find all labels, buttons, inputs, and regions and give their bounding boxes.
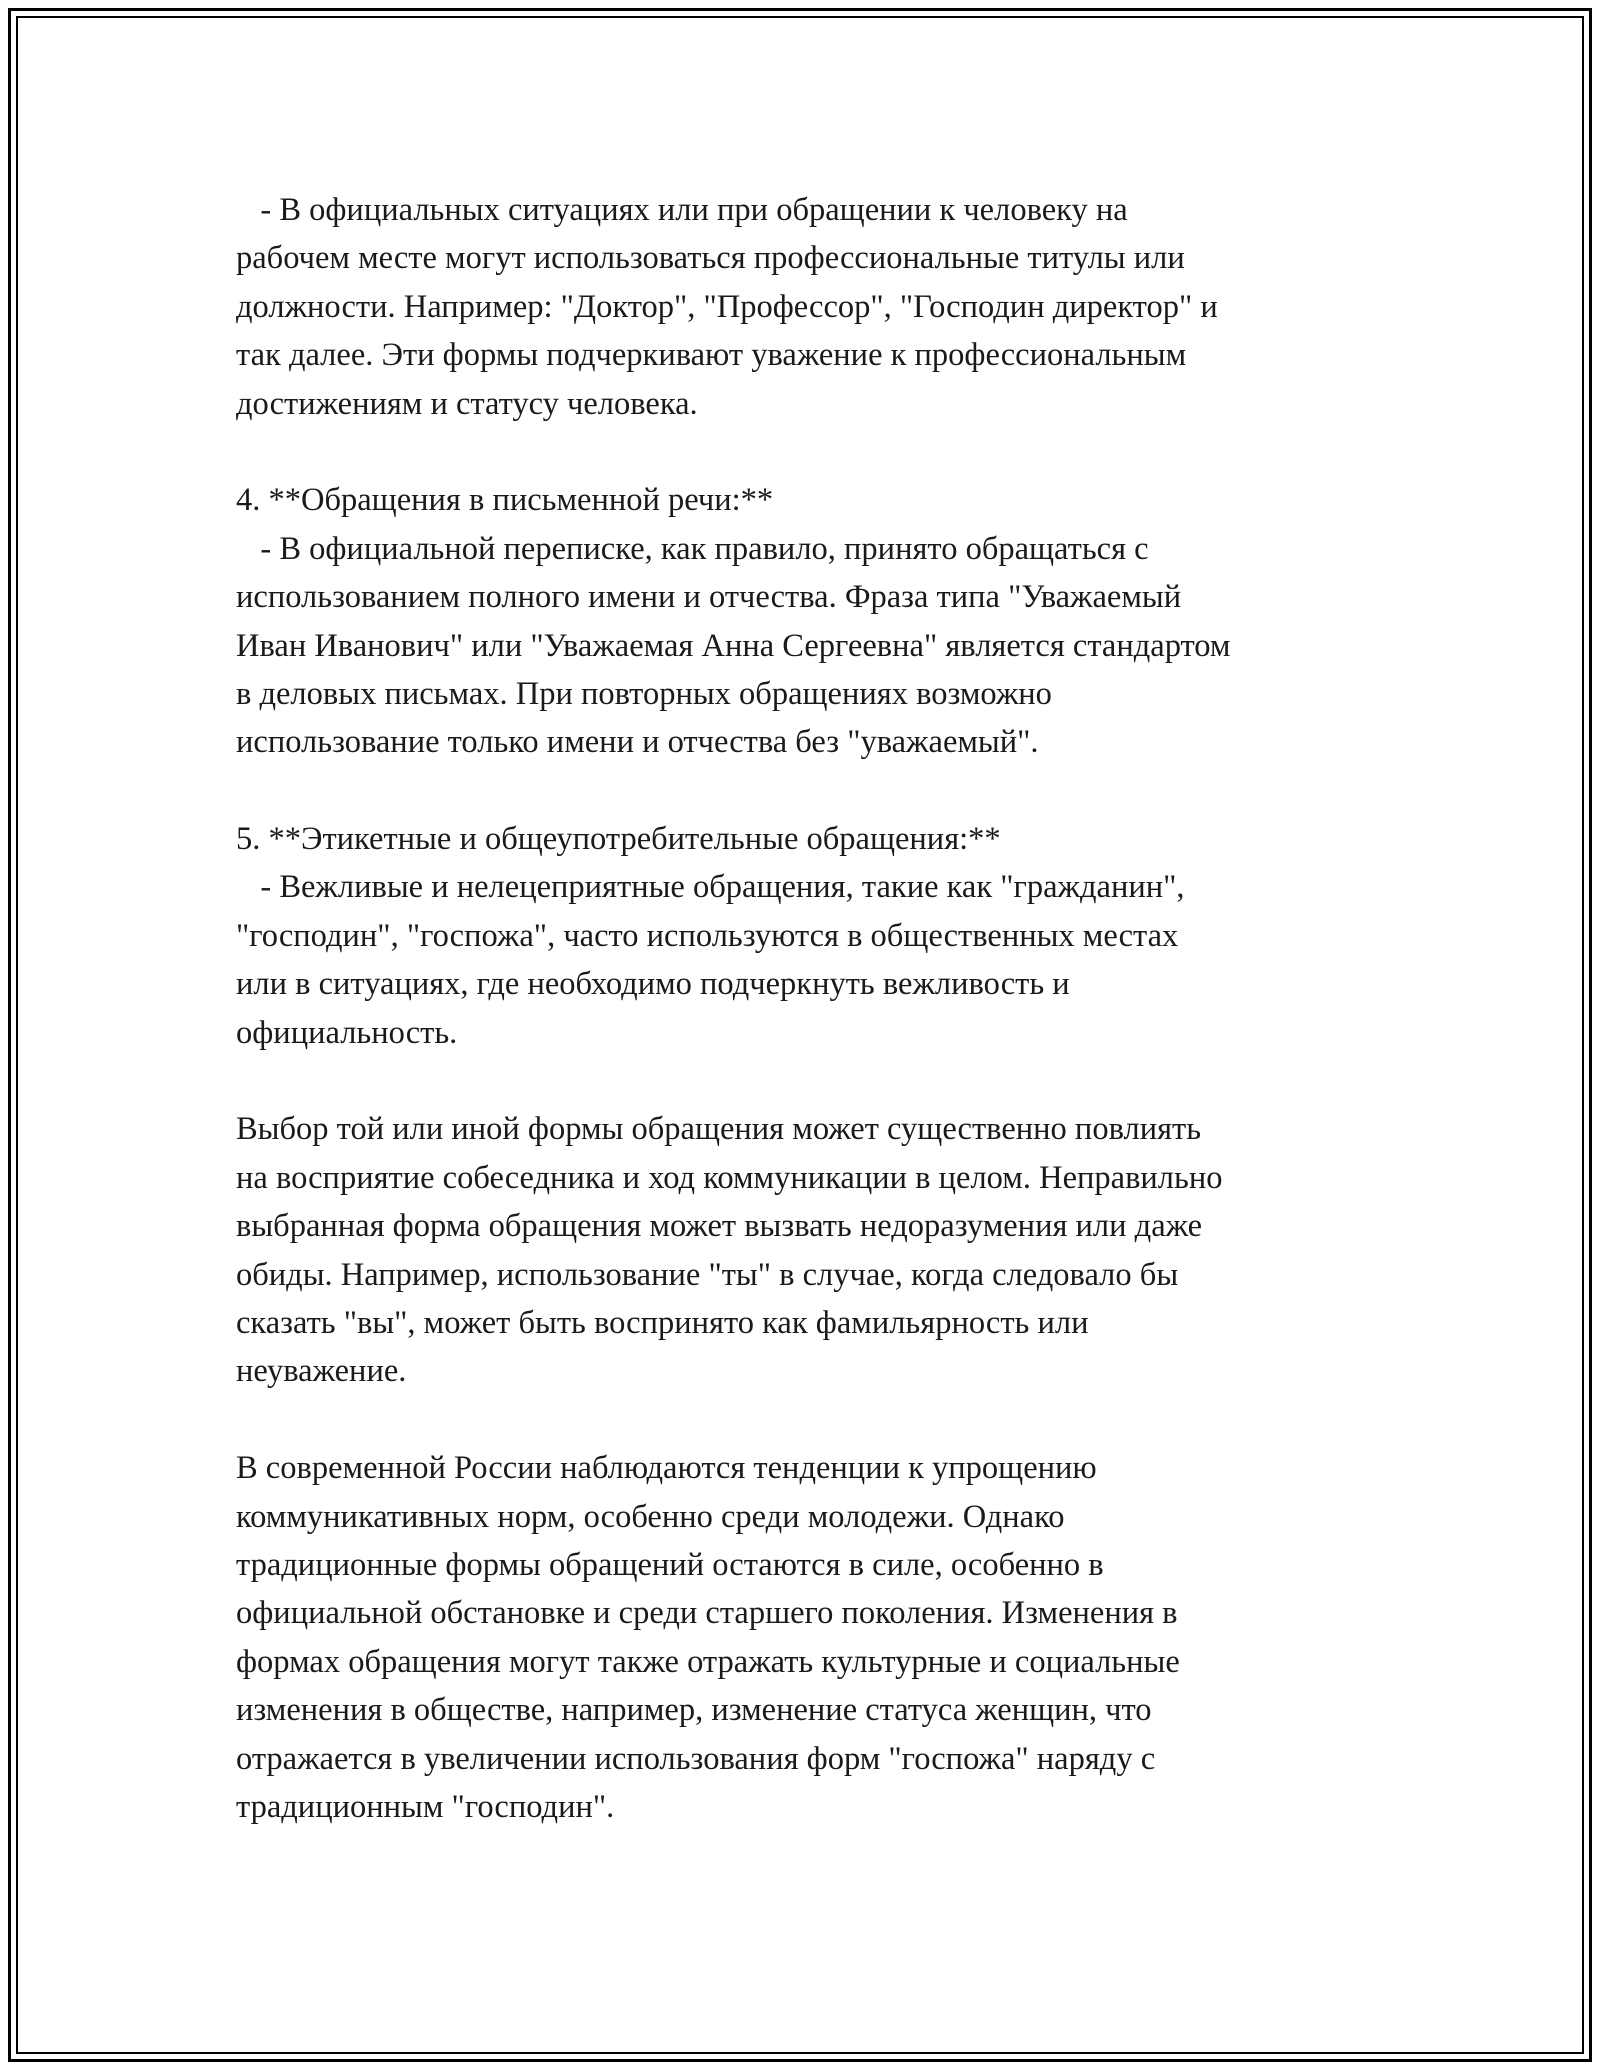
text-line: в деловых письмах. При повторных обращениях возможно: [236, 675, 1052, 712]
document-body: [236, 186, 1376, 1831]
paragraph-gap: [236, 1057, 1376, 1105]
paragraph-gap: [236, 767, 1376, 815]
text-line: сказать "вы", может быть воспринято как фамильярность или: [236, 1304, 1089, 1341]
text-line: или в ситуациях, где необходимо подчеркнуть вежливость и: [236, 966, 1070, 1003]
text-line: обиды. Например, использование "ты" в случае, когда следовало бы: [236, 1256, 1179, 1293]
text-line: - Вежливые и нелецеприятные обращения, такие как "гражданин",: [236, 869, 1185, 906]
text-line: достижениям и статусу человека.: [236, 385, 698, 422]
text-line: традиционные формы обращений остаются в силе, особенно в: [236, 1546, 1104, 1583]
text-line: рабочем месте могут использоваться профессиональные титулы или: [236, 240, 1185, 277]
text-line: так далее. Эти формы подчеркивают уважение к профессиональным: [236, 337, 1187, 374]
text-line: традиционным "господин".: [236, 1788, 615, 1825]
section-heading: 4. **Обращения в письменной речи:**: [236, 482, 774, 519]
text-line: Иван Иванович" или "Уважаемая Анна Сергеевна" является стандартом: [236, 627, 1231, 664]
text-line: - В официальной переписке, как правило, принято обращаться с: [236, 530, 1149, 567]
paragraph-gap: [236, 428, 1376, 476]
text-line: на восприятие собеседника и ход коммуникации в целом. Неправильно: [236, 1159, 1223, 1196]
section-heading: 5. **Этикетные и общеупотребительные обращения:**: [236, 821, 1001, 858]
text-line: отражается в увеличении использования форм "госпожа" наряду с: [236, 1740, 1156, 1777]
text-line: изменения в обществе, например, изменение статуса женщин, что: [236, 1692, 1152, 1729]
text-line: официальной обстановке и среди старшего поколения. Изменения в: [236, 1595, 1178, 1632]
text-line: формах обращения могут также отражать культурные и социальные: [236, 1643, 1180, 1680]
text-line: неуважение.: [236, 1353, 407, 1390]
text-line: - В официальных ситуациях или при обращении к человеку на: [236, 192, 1128, 228]
text-line: В современной России наблюдаются тенденции к упрощению: [236, 1450, 1097, 1487]
text-line: Выбор той или иной формы обращения может существенно повлиять: [236, 1111, 1202, 1148]
text-line: коммуникативных норм, особенно среди молодежи. Однако: [236, 1498, 1065, 1535]
text-line: официальность.: [236, 1014, 458, 1051]
paragraph-gap: [236, 1396, 1376, 1444]
text-line: "господин", "госпожа", часто используются в общественных местах: [236, 917, 1179, 954]
text-line: выбранная форма обращения может вызвать недоразумения или даже: [236, 1208, 1203, 1245]
text-line: использование только имени и отчества без "уважаемый".: [236, 724, 1039, 761]
text-line: использованием полного имени и отчества. Фраза типа "Уважаемый: [236, 579, 1182, 616]
text-line: должности. Например: "Доктор", "Профессор", "Господин директор" и: [236, 288, 1218, 325]
